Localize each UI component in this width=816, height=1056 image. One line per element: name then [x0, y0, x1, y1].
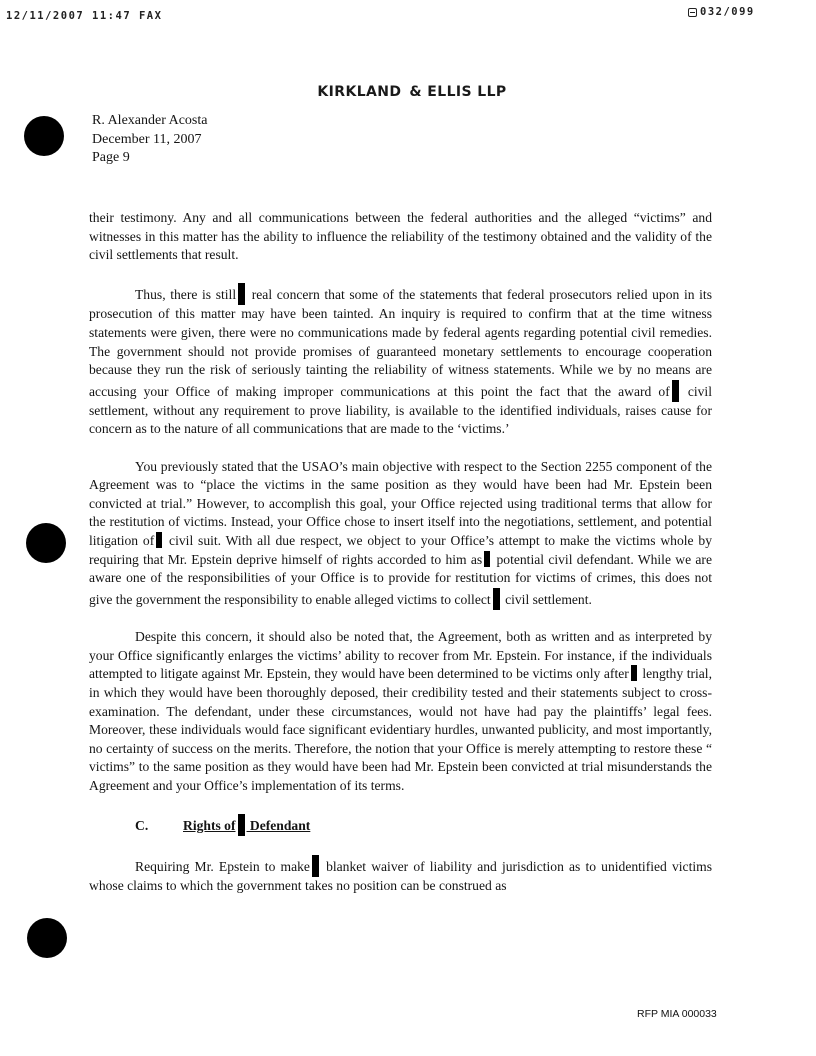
paragraph-5: Requiring Mr. Epstein to make blanket waiver of liability and jurisdiction as to unidentified victims whose claims to which the government takes no position can be construed as: [89, 855, 712, 896]
redaction-bar: [672, 380, 679, 402]
fax-timestamp: 12/11/2007 11:47 FAX: [6, 10, 163, 22]
punch-hole-top: [24, 116, 64, 156]
section-heading: [89, 814, 712, 836]
recipient-name: R. Alexander Acosta: [92, 113, 208, 128]
redaction-bar: [631, 665, 637, 681]
fax-page-counter: [688, 6, 755, 18]
letter-date: December 11, 2007: [92, 131, 202, 147]
paragraph-3: You previously stated that the USAO’s main objective with respect to the Section 2255 component of the Agreement was to “place the victims in the same position as they would have been had Mr. Epstein been convicted at trial.” However, to accomplish this goal, your Office rejected using traditional terms that allow for the restitution of victims. Instead, your Office chose to insert itself into the negotiations, settlement, and potential litigation of civil suit. With all due respect, we object to your Office’s attempt to make the victims whole by requiring that Mr. Epstein deprive himself of rights accorded to him as potential civil defendant. While we are aware one of the responsibilities of your Office is to provide for restitution for victims of crimes, this does not give the government the responsibility to enable alleged victims to collect civil settlement.: [89, 458, 712, 610]
redaction-bar: [493, 588, 500, 610]
redaction-bar: [156, 532, 162, 548]
bates-number: RFP MIA 000033: [637, 1008, 717, 1020]
punch-hole-bottom: [27, 918, 67, 958]
punch-hole-middle: [26, 523, 66, 563]
redaction-bar: [238, 283, 245, 305]
fax-page-number: 032/099: [700, 6, 755, 18]
paragraph-4: Despite this concern, it should also be noted that, the Agreement, both as written and as interpreted by your Office significantly enlarges the victims’ ability to recover from Mr. Epstein. For instance, if the individuals attempted to litigate against Mr. Epstein, they would have been determined to be victims only after lengthy trial, in which they would have been thoroughly deposed, their credibility tested and their statements subject to cross-examination. The defendant, under these circumstances, would not have had pay the plaintiffs’ legal fees. Moreover, these individuals would face significant evidentiary hurdles, unwanted publicity, and most importantly, no certainty of success on the merits. Therefore, the notion that your Office is merely attempting to restore these “ victims” to the same position as they would have been had Mr. Epstein been convicted at trial misunderstands the Agreement and your Office’s implementation of its terms.: [89, 629, 712, 794]
page-label: Page 9: [92, 150, 130, 165]
paragraph-1: their testimony. Any and all communications between the federal authorities and the alleged “victims” and witnesses in this matter has the ability to influence the reliability of the testimony obtained and the validity of the civil settlements that result.: [89, 210, 712, 263]
letter-header-block: [92, 112, 207, 168]
redaction-bar: [312, 855, 319, 877]
firm-name-rest: & ELLIS LLP: [409, 84, 507, 100]
firm-letterhead: [0, 84, 816, 100]
letter-body: [89, 209, 712, 914]
firm-name-main: KIRKLAND: [317, 84, 402, 100]
section-title: Rights of Defendant: [183, 818, 310, 833]
paragraph-2: Thus, there is still real concern that some of the statements that federal prosecutors relied upon in its prosecution of this matter may have been tainted. An inquiry is required to confirm that at the time witness statements were given, there were no communications made by federal agents regarding potential civil remedies. The government should not provide promises of guaranteed monetary settlements to encourage cooperation because they run the risk of seriously tainting the reliability of witness statements. While we by no means are accusing your Office of making improper communications at this point the fact that the award of civil settlement, without any requirement to prove liability, is available to the identified individuals, raises cause for concern as to the nature of all communications that are made to the ‘victims.’: [89, 283, 712, 439]
redaction-bar: [484, 551, 490, 567]
fax-page-icon: [688, 8, 697, 17]
redaction-bar: [238, 814, 245, 836]
section-letter: C.: [135, 818, 149, 834]
